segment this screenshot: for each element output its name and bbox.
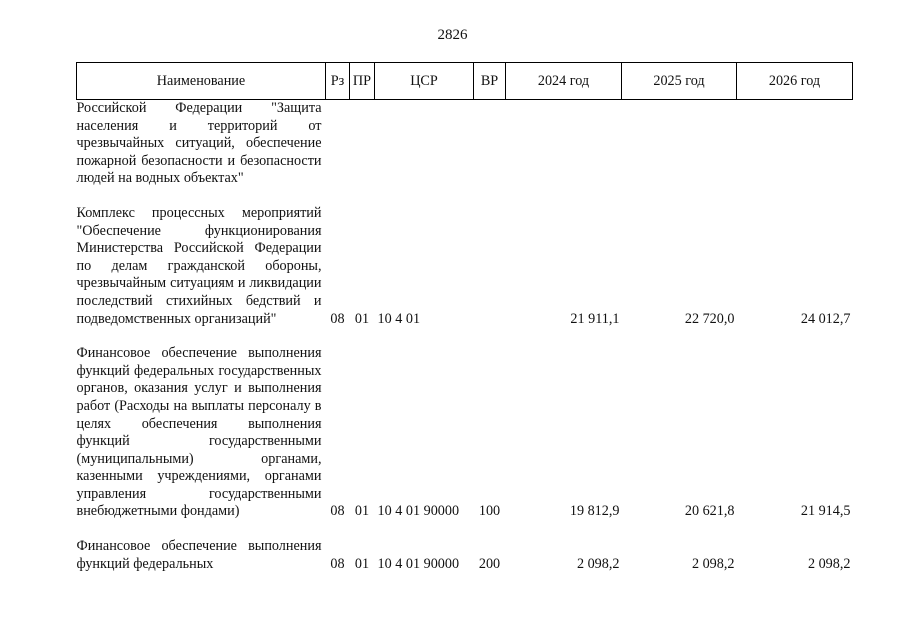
row-2026: 21 914,5 (800, 503, 851, 520)
table-row (77, 345, 853, 521)
row-name: Российской Федерации "Защита населения и территорий от чрезвычайных ситуаций, обеспечение пожарной безопасности и безопасности людей на водных объектах" (76, 100, 322, 187)
row-pr (350, 100, 375, 188)
header-2025: 2025 год (622, 63, 737, 100)
row-2025: 20 621,8 (684, 503, 735, 520)
row-rz: 08 (330, 555, 345, 572)
row-name: Финансовое обеспечение выполнения функций федеральных (76, 538, 322, 572)
row-2024 (506, 100, 622, 188)
row-2026: 24 012,7 (800, 310, 851, 327)
row-2024: 19 812,9 (569, 503, 620, 520)
budget-table (76, 62, 853, 573)
table-row (77, 205, 853, 328)
row-2025: 2 098,2 (691, 555, 735, 572)
row-2026 (737, 100, 853, 188)
row-csr (375, 100, 474, 188)
header-name: Наименование (77, 63, 326, 100)
table-row (77, 100, 853, 188)
row-vr: 100 (478, 503, 501, 520)
row-rz (326, 100, 350, 188)
header-csr: ЦСР (375, 63, 474, 100)
header-2026: 2026 год (737, 63, 853, 100)
row-pr: 01 (354, 310, 370, 327)
row-vr (474, 205, 506, 328)
row-name: Комплекс процессных мероприятий "Обеспечение функционирования Министерства Российской Федерации по делам гражданской обороны, чрезвычайным ситуациям и ликвидации последствий стихийных бедствий и подведомственных организаций" (76, 204, 322, 327)
table-row (77, 538, 853, 573)
row-vr: 200 (478, 555, 501, 572)
row-2024: 2 098,2 (576, 555, 620, 572)
table-header-row (77, 63, 853, 100)
row-2024: 21 911,1 (570, 310, 620, 327)
row-pr: 01 (354, 555, 370, 572)
row-csr: 10 4 01 (377, 310, 421, 327)
header-vr: ВР (474, 63, 506, 100)
row-vr (474, 100, 506, 188)
header-rz: Рз (326, 63, 350, 100)
header-pr: ПР (350, 63, 375, 100)
row-2025 (622, 100, 737, 188)
row-rz: 08 (330, 503, 345, 520)
page-number: 2826 (437, 27, 468, 43)
row-name: Финансовое обеспечение выполнения функций федеральных государственных органов, оказания услуг и выполнения работ (Расходы на выплаты персоналу в целях обеспечения выполнения функций государственными (муниципальными) органами, казенными учреждениями, органами управления государственными внебюджетными фондами) (76, 345, 322, 520)
row-csr: 10 4 01 90000 (377, 503, 460, 520)
row-2025: 22 720,0 (684, 310, 735, 327)
row-csr: 10 4 01 90000 (377, 555, 460, 572)
row-pr: 01 (354, 503, 370, 520)
header-2024: 2024 год (506, 63, 622, 100)
row-rz: 08 (330, 310, 345, 327)
row-2026: 2 098,2 (807, 555, 851, 572)
